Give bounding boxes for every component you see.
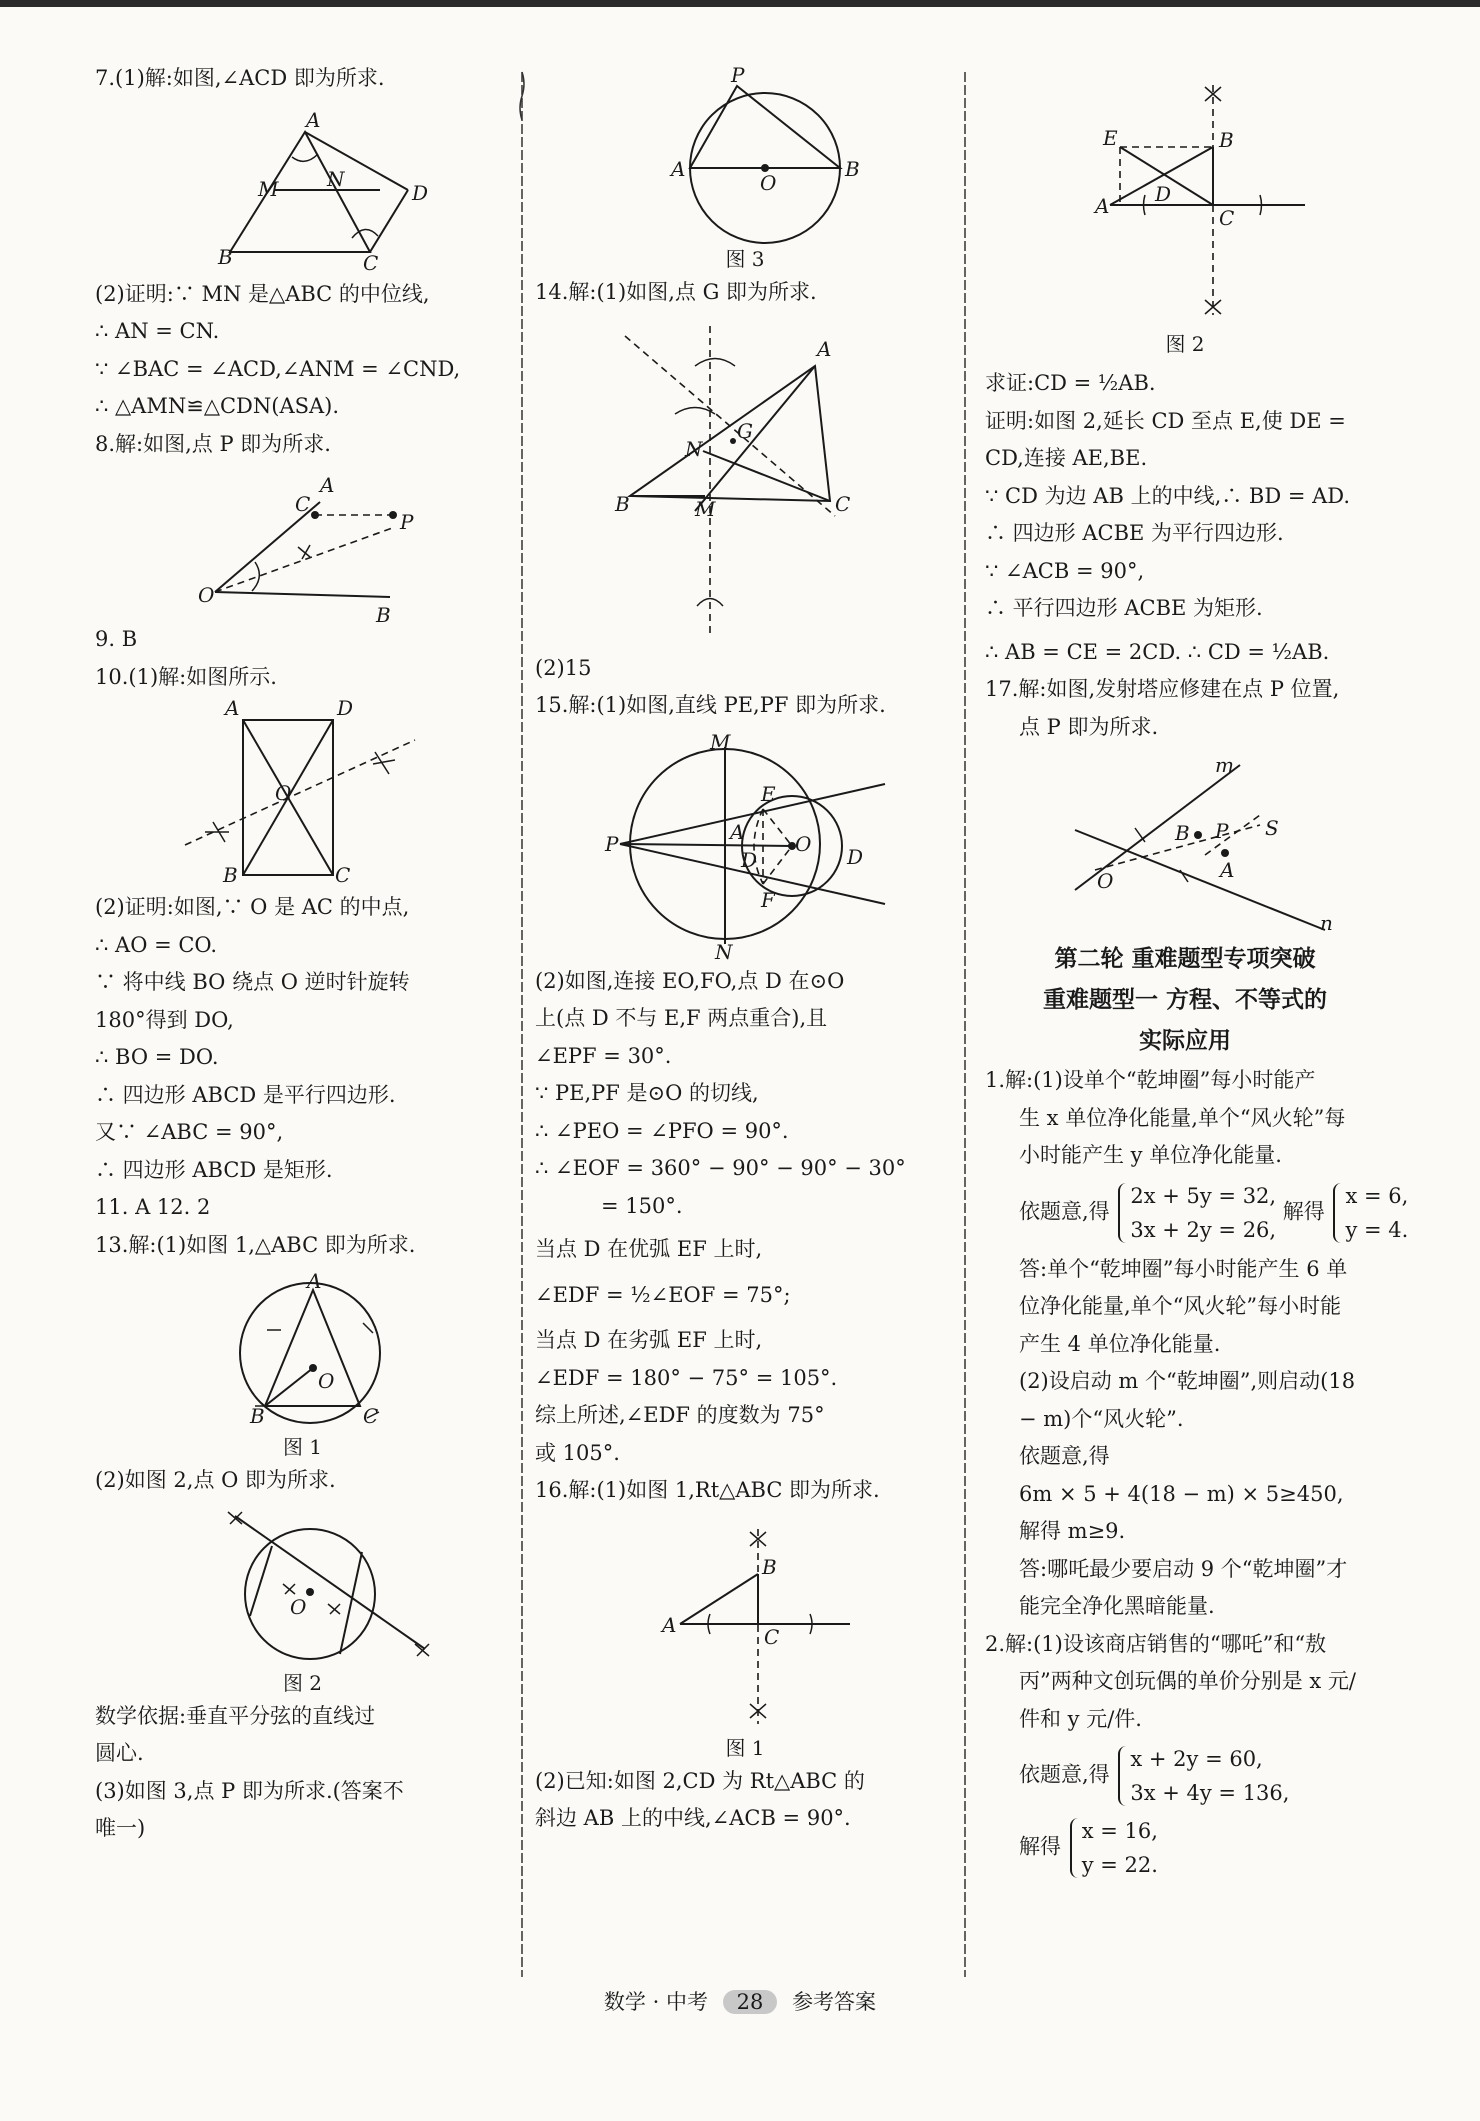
svg-text:O: O <box>795 831 812 856</box>
figure-q7 <box>180 102 440 275</box>
svg-text:A: A <box>306 107 321 132</box>
q13-part4: 圆心. <box>95 1741 144 1765</box>
footer-subject: 数学 · 中考 <box>603 1990 708 2014</box>
q10-part3: ∴ AO = CO. <box>95 932 218 957</box>
svg-text:B: B <box>376 603 391 627</box>
q14-part1: 14.解:(1)如图,点 G 即为所求. <box>535 280 817 304</box>
a1-line-13: 答:哪吒最少要启动 9 个“乾坤圈”才 <box>1019 1556 1348 1581</box>
q15-part6: ∴ ∠PEO = ∠PFO = 90°. <box>535 1118 789 1143</box>
q11-12-text: 11. A 12. 2 <box>95 1195 211 1219</box>
svg-text:E: E <box>1103 126 1118 150</box>
q7-part5: ∴ △AMN≌△CDN(ASA). <box>95 394 340 418</box>
svg-text:B: B <box>223 863 238 887</box>
figure-q13-2-caption: 图 2 <box>282 1670 323 1695</box>
svg-text:P: P <box>731 63 745 87</box>
svg-text:D: D <box>412 180 429 205</box>
figure-q14 <box>605 316 885 646</box>
proof-line-2: 证明:如图 2,延长 CD 至点 E,使 DE = <box>985 408 1346 433</box>
proof-line-7: ∴ 平行四边形 ACBE 为矩形. <box>985 596 1263 620</box>
q15-part3: 上(点 D 不与 E,F 两点重合),且 <box>535 1006 828 1030</box>
a2-line-1: 2.解:(1)设该商店销售的“哪吒”和“敖 <box>985 1631 1327 1656</box>
svg-text:O: O <box>275 781 292 805</box>
a2-line-2: 丙”两种文创玩偶的单价分别是 x 元/ <box>1019 1669 1357 1693</box>
proof-line-5: ∴ 四边形 ACBE 为平行四边形. <box>985 521 1284 545</box>
q7-part4: ∵ ∠BAC = ∠ACD,∠ANM = ∠CND, <box>95 356 461 381</box>
proof-line-4: ∵ CD 为边 AB 上的中线,∴ BD = AD. <box>985 483 1351 508</box>
a1-line-5: 答:单个“乾坤圈”每小时能产生 6 单 <box>1019 1256 1348 1281</box>
svg-text:A: A <box>1095 194 1110 218</box>
proof-line-6: ∵ ∠ACB = 90°, <box>985 558 1145 583</box>
svg-text:C: C <box>1219 206 1235 230</box>
svg-text:D: D <box>741 847 758 872</box>
a1-system-prefix: 依题意,得 <box>1019 1199 1110 1223</box>
figure-q13-3-caption: 图 3 <box>725 247 765 271</box>
svg-text:B: B <box>250 1404 265 1428</box>
q16-part3: 斜边 AB 上的中线,∠ACB = 90°. <box>535 1806 851 1830</box>
svg-text:A: A <box>1220 858 1235 882</box>
q9-text: 9. B <box>95 627 138 651</box>
a1-line-7: 产生 4 单位净化能量. <box>1019 1331 1221 1356</box>
svg-text:M: M <box>710 729 731 754</box>
a1-line-8: (2)设启动 m 个“乾坤圈”,则启动(18 <box>1019 1369 1356 1393</box>
svg-text:E: E <box>761 781 776 806</box>
svg-text:A: A <box>307 1269 322 1293</box>
svg-text:O: O <box>290 1594 307 1619</box>
q15-part9: 当点 D 在优弧 EF 上时, <box>535 1237 763 1261</box>
q10-part4: ∵ 将中线 BO 绕点 O 逆时针旋转 <box>95 970 410 994</box>
proof-line-8: ∴ AB = CE = 2CD. ∴ CD = ½AB. <box>985 639 1330 664</box>
a1-line-9: − m)个“风火轮”. <box>1019 1406 1184 1431</box>
svg-text:O: O <box>760 171 777 195</box>
svg-text:n: n <box>1320 911 1333 935</box>
q10-part2: (2)证明:如图,∵ O 是 AC 的中点, <box>95 895 410 919</box>
a2-line-3: 件和 y 元/件. <box>1019 1706 1142 1731</box>
a1-eq1: 2x + 5y = 32, <box>1130 1183 1277 1208</box>
svg-text:M: M <box>695 496 716 521</box>
figure-q17 <box>1065 750 1365 935</box>
q15-part4: ∠EPF = 30°. <box>535 1043 672 1068</box>
q10-part6: ∴ BO = DO. <box>95 1045 219 1069</box>
q7-part1: 7.(1)解:如图,∠ACD 即为所求. <box>95 66 385 90</box>
section-heading-1: 第二轮 重难题型专项突破 <box>1054 946 1316 972</box>
q7-part3: ∴ AN = CN. <box>95 319 220 343</box>
svg-text:A: A <box>671 157 686 181</box>
column-separator-left <box>517 72 527 1977</box>
svg-text:C: C <box>295 492 311 516</box>
figure-q15 <box>605 729 935 964</box>
svg-text:C: C <box>764 1624 780 1649</box>
a1-line-3: 小时能产生 y 单位净化能量. <box>1019 1143 1282 1167</box>
a1-solution-system <box>1331 1179 1408 1247</box>
section-heading-3: 实际应用 <box>1139 1028 1231 1054</box>
a1-line-14: 能完全净化黑暗能量. <box>1019 1594 1215 1618</box>
svg-text:A: A <box>662 1612 677 1637</box>
a1-line-2: 生 x 单位净化能量,单个“风火轮”每 <box>1019 1105 1346 1130</box>
a1-equation-system <box>1116 1179 1276 1247</box>
a2-sol1: x = 16, <box>1081 1819 1158 1843</box>
q13-part5: (3)如图 3,点 P 即为所求.(答案不 <box>95 1778 404 1803</box>
svg-text:G: G <box>737 418 753 443</box>
svg-text:P: P <box>605 831 619 856</box>
top-border <box>0 0 1480 7</box>
page-footer <box>0 1986 1480 2016</box>
svg-text:O: O <box>1097 869 1114 893</box>
q17-part1: 17.解:如图,发射塔应修建在点 P 位置, <box>985 677 1340 701</box>
a2-solution-row <box>985 1814 1385 1882</box>
q15-part2: (2)如图,连接 EO,FO,点 D 在⊙O <box>535 968 845 993</box>
q15-part14: 或 105°. <box>535 1440 620 1465</box>
proof-line-1: 求证:CD = ½AB. <box>985 371 1156 395</box>
svg-text:A: A <box>730 819 745 844</box>
q15-part8: = 150°. <box>601 1193 683 1218</box>
svg-text:N: N <box>685 436 703 461</box>
figure-q8 <box>190 467 450 627</box>
q15-part7: ∴ ∠EOF = 360° − 90° − 90° − 30° <box>535 1156 906 1180</box>
q15-part12: ∠EDF = 180° − 75° = 105°. <box>535 1365 838 1390</box>
q8-text: 8.解:如图,点 P 即为所求. <box>95 431 331 456</box>
svg-text:P: P <box>400 510 414 534</box>
figure-q16-1-caption: 图 1 <box>725 1735 765 1760</box>
q10-part9: ∴ 四边形 ABCD 是矩形. <box>95 1157 333 1182</box>
figure-q13-3 <box>635 63 915 248</box>
q14-part2: (2)15 <box>535 655 592 680</box>
footer-label: 参考答案 <box>792 1990 877 2014</box>
svg-text:O: O <box>318 1369 335 1393</box>
svg-text:B: B <box>762 1554 777 1579</box>
svg-text:C: C <box>335 863 351 887</box>
a1-sol2: y = 4. <box>1345 1217 1409 1242</box>
a2-solve-label: 解得 <box>1019 1834 1061 1859</box>
a1-solve-label: 解得 <box>1282 1199 1325 1223</box>
figure-q13-1-caption: 图 1 <box>282 1435 323 1459</box>
q15-part5: ∵ PE,PF 是⊙O 的切线, <box>535 1081 759 1105</box>
figure-q16-1 <box>650 1514 910 1729</box>
a2-system-row <box>985 1742 1385 1810</box>
a2-equation-system <box>1116 1742 1289 1810</box>
svg-text:D: D <box>337 696 354 720</box>
column-separator-right <box>960 72 970 1977</box>
a1-sol1: x = 6, <box>1345 1183 1409 1208</box>
q13-part1: 13.解:(1)如图 1,△ABC 即为所求. <box>95 1232 416 1257</box>
figure-q16-2-caption: 图 2 <box>1165 332 1205 356</box>
q16-part2: (2)已知:如图 2,CD 为 Rt△ABC 的 <box>535 1768 865 1793</box>
svg-text:C: C <box>363 250 379 275</box>
svg-text:A: A <box>817 336 832 361</box>
a2-eq2: 3x + 4y = 136, <box>1130 1781 1290 1805</box>
q10-part5: 180°得到 DO, <box>95 1007 234 1032</box>
section-heading-2: 重难题型一 方程、不等式的 <box>1042 987 1327 1013</box>
q7-part2: (2)证明:∵ MN 是△ABC 的中位线, <box>95 281 430 306</box>
svg-text:M: M <box>258 176 279 201</box>
a1-line-10: 依题意,得 <box>1019 1444 1110 1468</box>
q15-part10: ∠EDF = ½∠EOF = 75°; <box>535 1282 791 1307</box>
q13-part6: 唯一) <box>95 1816 146 1840</box>
a1-line-6: 位净化能量,单个“风火轮”每小时能 <box>1019 1294 1342 1318</box>
q15-part1: 15.解:(1)如图,直线 PE,PF 即为所求. <box>535 693 886 717</box>
svg-text:N: N <box>715 939 733 964</box>
a1-line-1: 1.解:(1)设单个“乾坤圈”每小时能产 <box>985 1068 1316 1092</box>
a1-eq2: 3x + 2y = 26, <box>1130 1217 1277 1242</box>
svg-text:A: A <box>320 473 335 497</box>
q10-part7: ∴ 四边形 ABCD 是平行四边形. <box>95 1082 396 1107</box>
svg-text:B: B <box>615 491 630 516</box>
figure-q13-1 <box>215 1268 475 1428</box>
q10-part8: 又∵ ∠ABC = 90°, <box>95 1120 284 1144</box>
q17-part2: 点 P 即为所求. <box>1019 714 1159 739</box>
column-3 <box>985 75 1409 1882</box>
a2-system-prefix: 依题意,得 <box>1019 1762 1110 1787</box>
figure-q13-2 <box>190 1504 450 1664</box>
svg-text:B: B <box>218 244 233 269</box>
svg-text:B: B <box>845 157 860 181</box>
a1-line-12: 解得 m≥9. <box>1019 1519 1126 1543</box>
a2-solution-system <box>1068 1814 1158 1882</box>
svg-text:C: C <box>363 1404 379 1428</box>
a1-system-row <box>985 1179 1409 1247</box>
figure-q16-2 <box>1095 75 1355 325</box>
proof-line-3: CD,连接 AE,BE. <box>985 446 1148 470</box>
svg-text:F: F <box>761 887 775 912</box>
q15-part11: 当点 D 在劣弧 EF 上时, <box>535 1328 763 1352</box>
svg-text:m: m <box>1215 753 1234 777</box>
figure-q10 <box>185 696 445 887</box>
svg-text:A: A <box>225 696 240 720</box>
q10-part1: 10.(1)解:如图所示. <box>95 664 277 689</box>
q13-part2: (2)如图 2,点 O 即为所求. <box>95 1468 336 1492</box>
svg-text:O: O <box>198 583 215 607</box>
a2-sol2: y = 22. <box>1081 1853 1158 1877</box>
a1-line-11: 6m × 5 + 4(18 − m) × 5≥450, <box>1019 1481 1344 1506</box>
column-2 <box>535 63 955 1838</box>
svg-text:N: N <box>327 166 345 191</box>
a2-eq1: x + 2y = 60, <box>1130 1747 1263 1771</box>
svg-text:B: B <box>1219 128 1234 152</box>
page-number: 28 <box>723 1990 778 2014</box>
q13-part3: 数学依据:垂直平分弦的直线过 <box>95 1703 376 1728</box>
svg-text:C: C <box>835 491 851 516</box>
q15-part13: 综上所述,∠EDF 的度数为 75° <box>535 1403 825 1427</box>
column-1 <box>95 60 510 1848</box>
q16-part1: 16.解:(1)如图 1,Rt△ABC 即为所求. <box>535 1478 880 1502</box>
svg-text:D: D <box>847 844 864 869</box>
svg-text:S: S <box>1265 816 1279 840</box>
svg-text:D: D <box>1155 182 1172 206</box>
svg-text:B: B <box>1175 821 1190 845</box>
svg-text:P: P <box>1215 819 1229 843</box>
